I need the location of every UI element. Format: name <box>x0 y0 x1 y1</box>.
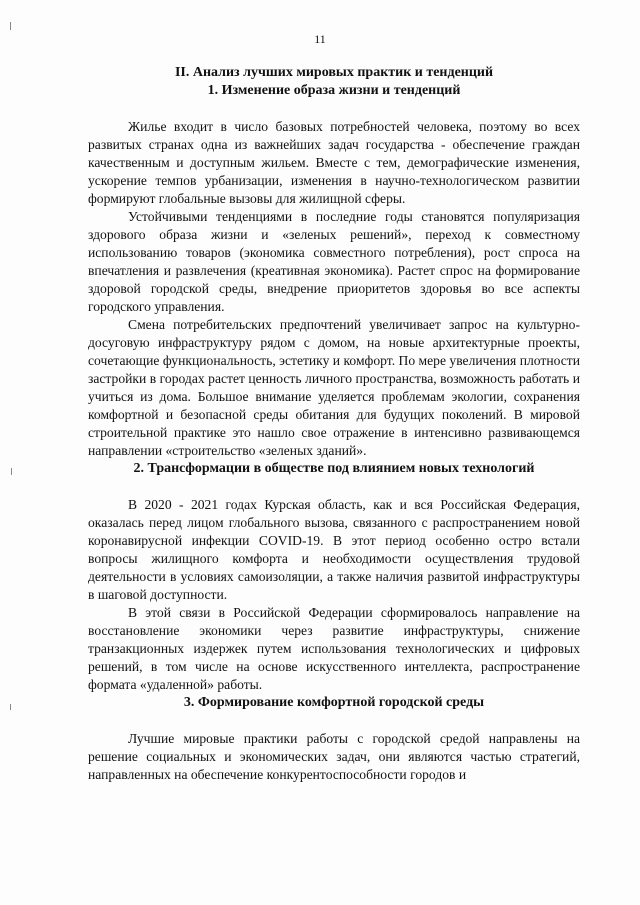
document-body <box>88 62 580 784</box>
subsection-title: 1. Изменение образа жизни и тенденций <box>207 83 461 98</box>
subsection-title: 3. Формирование комфортной городской среды <box>183 695 485 710</box>
scan-mark <box>10 22 11 30</box>
subsection-title: 2. Трансформации в обществе под влиянием новых технологий <box>133 461 535 476</box>
section-title: II. Анализ лучших мировых практик и тенденций <box>174 65 494 80</box>
page-number: 11 <box>314 32 326 46</box>
scan-mark <box>11 468 12 475</box>
scan-mark <box>10 704 11 710</box>
paragraph: Жилье входит в число базовых потребностей человека, поэтому во всех развитых странах одна из важнейших задач государства - обеспечение граждан качественным и доступным жильем. Вместе с тем, демографические изменения, ускорение темпов урбанизации, изменения в научно-технологическом развитии формируют глобальные вызовы для жилищной сферы. <box>88 119 580 206</box>
paragraph: В 2020 - 2021 годах Курская область, как и вся Российская Федерация, оказалась перед лицом глобального вызова, связанного с распространением новой коронавирусной инфекции COVID-19. В этот период особенно остро встали вопросы жилищного комфорта и необходимости осуществления трудовой деятельности в условиях самоизоляции, а также наличия развитой инфраструктуры в шаговой доступности. <box>88 497 580 602</box>
paragraph: Лучшие мировые практики работы с городской средой направлены на решение социальных и экономических задач, они являются частью стратегий, направленных на обеспечение конкурентоспособности городов и <box>88 731 580 782</box>
paragraph: В этой связи в Российской Федерации сформировалось направление на восстановление экономики через развитие инфраструктуры, снижение транзакционных издержек путем использования технологических и цифровых решений, в том числе на основе искусственного интеллекта, распространение формата «удаленной» работы. <box>88 605 580 692</box>
paragraph: Смена потребительских предпочтений увеличивает запрос на культурно-досуговую инфраструктуру рядом с домом, на новые архитектурные проекты, сочетающие функциональность, эстетику и комфорт. По мере увеличения плотности застройки в городах растет ценность личного пространства, возможность работать и учиться из дома. Большое внимание уделяется проблемам экологии, сохранения комфортной и безопасной среды обитания для будущих поколений. В мировой строительной практике это нашло свое отражение в интенсивно развивающемся направлении «строительство «зеленых зданий». <box>88 317 580 458</box>
paragraph: Устойчивыми тенденциями в последние годы становятся популяризация здорового образа жизни и «зеленых решений», переход к совместному использованию товаров (экономика совместного потребления), рост спроса на впечатления и развлечения (креативная экономика). Растет спрос на формирование здоровой городской среды, внедрение приоритетов здоровья во все аспекты городского управления. <box>88 209 580 314</box>
